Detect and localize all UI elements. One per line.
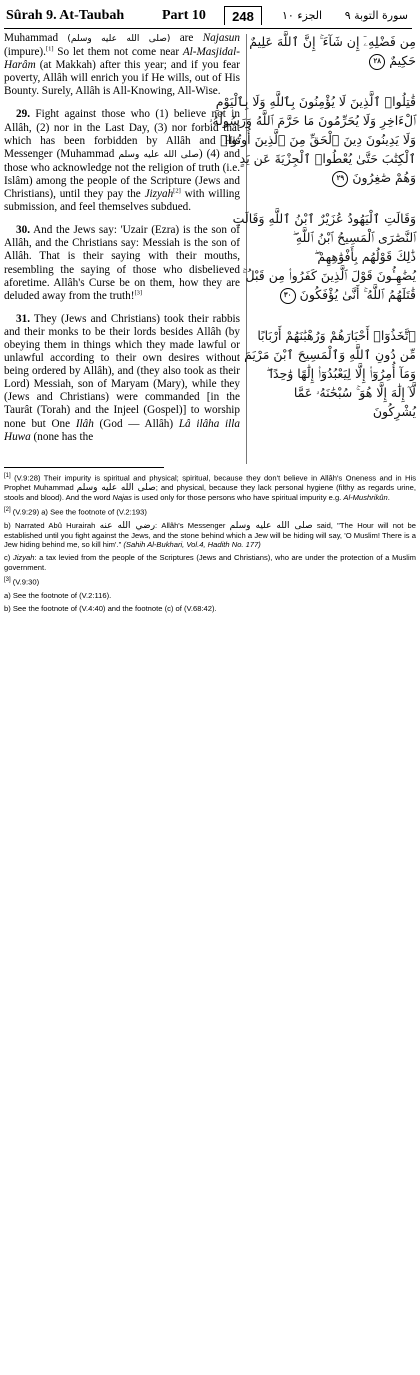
footnote-1: [1] (V.9:28) Their impurity is spiritual and physical; spiritual, because they don't believe in Allâh's Oneness and in His Prophet Muhammad صلى الله عليه وسلم; and physical, because they lack personal hygiene (filthy as regards urine, stools and blood). And the word Najas is used only for those persons who have spiritual impurity e.g. Al-Mushrikûn. (4, 473, 416, 502)
arabic-verse-30: وَقَالَتِ ٱلْيَهُودُ عُزَيْرٌ ٱبْنُ ٱللَّهِ وَقَالَتِ ٱلنَّصَٰرَى ٱلْمَسِيحُ ٱبْنُ ٱللَّهِ ۖ ذَٰلِكَ قَوْلُهُم بِأَفْوَٰهِهِمْ ۖ يُضَٰهِـُٔونَ قَوْلَ ٱلَّذِينَ كَفَرُوا۟ مِن قَبْلُ ۚ قَٰتَلَهُمُ ٱللَّهُ ۚ أَنَّىٰ يُؤْفَكُونَ ٣٠ (232, 211, 416, 302)
ayah-marker: ٢٩ (332, 171, 348, 187)
arabic-verse-28: مِن فَضْلِهِۦٓ إِن شَآءَ ۚ إِنَّ ٱللَّهَ عَلِيمٌ حَكِيمٌ ٢٨ (249, 34, 416, 68)
footnote-separator (4, 467, 164, 468)
footnote-3a: a) See the footnote of (V.2:116). (4, 590, 112, 600)
page-header (4, 6, 412, 29)
footnote-3b: b) See the footnote of (V.4:40) and the footnote (c) of (V.68:42). (4, 603, 217, 613)
translation-column (4, 32, 240, 454)
arabic-verse-29: قَٰتِلُوا۟ ٱلَّذِينَ لَا يُؤْمِنُونَ بِٱللَّهِ وَلَا بِٱلْيَوْمِ ٱلْءَاخِرِ وَلَا يُحَرِّمُونَ مَا حَرَّمَ ٱللَّهُ وَرَسُولُهُۥ وَلَا يَدِينُونَ دِينَ ٱلْحَقِّ مِنَ ٱلَّذِينَ أُوتُوا۟ ٱلْكِتَٰبَ حَتَّىٰ يُعْطُوا۟ ٱلْجِزْيَةَ عَن يَدٍ وَهُمْ صَٰغِرُونَ ٢٩ (209, 94, 416, 185)
footnote-2b: b) Narrated Abû Hurairah رضي الله عنه: Allâh's Messenger صلى الله عليه وسلم said, "The Hour will not be established until you fight against the Jews, and the stone behind which a Jew will be hiding will say, 'O Muslim! There is a Jew hiding behind me, so kill him'." (Sahih Al-Bukhari, Vol.4, Hadith No. 177) (4, 520, 417, 550)
footnotes (4, 472, 416, 617)
footnote-3: [3] (V.9:30) (4, 576, 40, 587)
salutation-text: صلى الله عليه وسلم (118, 149, 199, 160)
footnote-2c: c) Jizyah: a tax levied from the people of the Scriptures (Jews and Christians), who are under the protection of a Muslim government. (4, 553, 416, 572)
verse-number: 30. (16, 224, 30, 237)
verse-30: 30. And the Jews say: 'Uzair (Ezra) is the son of Allâh, and the Christians say: Messiah is the son of Allâh. That is their saying with their mouths, resembling the saying of those who disbelieved aforetime. Allâh's Curse be on them, how they are deluded away from the truth![3] (4, 224, 240, 302)
footnote-2: [2] (V.9:29) a) See the footnote of (V.2:193) (4, 507, 147, 517)
footnote-ref[interactable]: [1] (45, 45, 54, 53)
salutation-text: (صلى الله عليه وسلم) (67, 34, 171, 44)
arabic-juz-label: الجزء ١٠ (282, 9, 323, 22)
verse-number: 29. (16, 108, 30, 121)
translation-paragraph: Muhammad (صلى الله عليه وسلم) are Najasun (impure).[1] So let them not come near Al-Masjidal-Harâm (at Makkah) after this year; and if you fear poverty, Allâh will enrich you if He wills, out of His Bounty. Surely, Allâh is All-Knowing, All-Wise. (4, 32, 240, 98)
footnote-ref[interactable]: [2] (173, 187, 181, 195)
verse-29: 29. Fight against those who (1) believe not in Allâh, (2) nor in the Last Day, (3) nor forbid that which has been forbidden by Allâh and His Messenger (Muhammad صلى الله عليه وسلم) (4) and those who acknowledge not the religion of truth (i.e. Islâm) among the people of the Scripture (Jews and Christians), until they pay the Jizyah[2] with willing submission, and feel themselves subdued. (4, 108, 240, 214)
part-label: Part 10 (162, 8, 206, 23)
verse-number: 31. (16, 312, 30, 325)
page-number: 248 (224, 6, 262, 25)
ayah-marker: ٢٨ (369, 54, 385, 70)
verse-31: 31. They (Jews and Christians) took their rabbis and their monks to be their lords besides Allâh (by obeying them in things which they made lawful or unlawful according to their own desires without being ordered by Allâh), and (they also took as their Lord) Messiah, son of Maryam (Mary), while they (Jews and Christians) were commanded [in the Taurât (Torah) and the Injeel (Gospel)] to worship none but One Ilâh (God — Allâh) Lâ ilâha illa Huwa (none has the (4, 312, 240, 443)
arabic-verse-31: ٱتَّخَذُوٓا۟ أَحْبَارَهُمْ وَرُهْبَٰنَهُمْ أَرْبَابًا مِّن دُونِ ٱللَّهِ وَٱلْمَسِيحَ ٱبْنَ مَرْيَمَ وَمَآ أُمِرُوٓا۟ إِلَّا لِيَعْبُدُوٓا۟ إِلَٰهًا وَٰحِدًا ۖ لَّآ إِلَٰهَ إِلَّا هُوَ ۚ سُبْحَٰنَهُۥ عَمَّا يُشْرِكُونَ (244, 328, 416, 419)
footnote-ref[interactable]: [3] (134, 288, 143, 296)
arabic-column (209, 32, 416, 443)
arabic-surah-title: سورة التوبة ٩ (344, 9, 408, 22)
surah-title: Sûrah 9. At-Taubah (6, 8, 125, 23)
ayah-marker: ٣٠ (280, 288, 296, 304)
